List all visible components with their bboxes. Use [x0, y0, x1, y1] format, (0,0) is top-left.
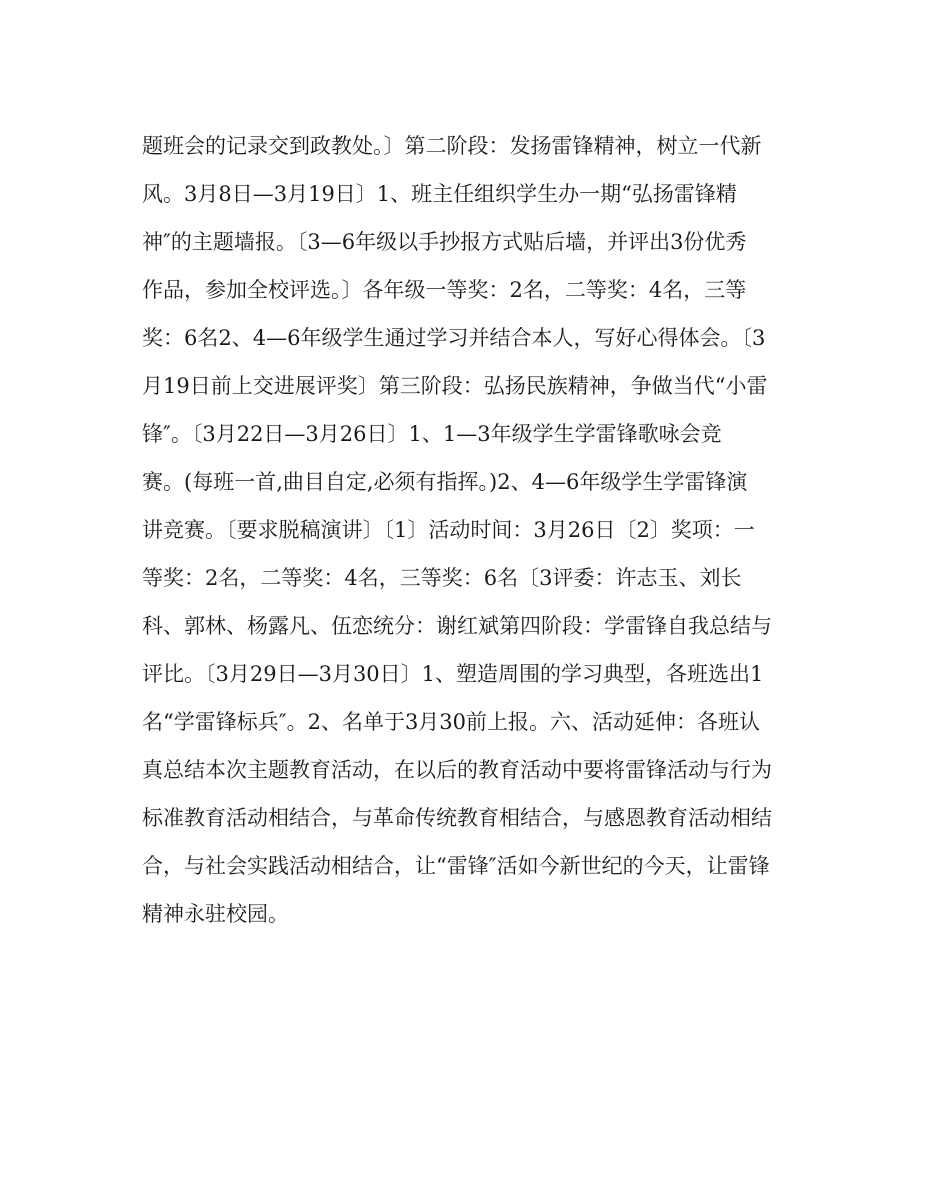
text-line-9: 讲竞赛。〔要求脱稿演讲〕〔1〕活动时间：3月26日〔2〕奖项：一: [142, 518, 755, 542]
text-line-10: 等奖：2名，二等奖：4名，三等奖：6名〔3评委：许志玉、刘长: [142, 566, 742, 590]
text-line-6: 月19日前上交进展评奖〕第三阶段：弘扬民族精神，争做当代“小雷: [142, 374, 768, 398]
text-line-8: 赛。(每班一首,曲目自定,必须有指挥。)2、4—6年级学生学雷锋演: [142, 470, 748, 494]
text-line-3: 神″的主题墙报。〔3—6年级以手抄报方式贴后墙，并评出3份优秀: [142, 230, 747, 254]
text-line-1: 题班会的记录交到政教处。〕第二阶段：发扬雷锋精神，树立一代新: [142, 134, 762, 158]
text-line-5: 奖：6名2、4—6年级学生通过学习并结合本人，写好心得体会。〔3: [142, 326, 766, 350]
text-line-15: 标准教育活动相结合，与革命传统教育相结合，与感恩教育活动相结: [142, 806, 772, 830]
text-line-11: 科、郭林、杨露凡、伍恋统分：谢红斌第四阶段：学雷锋自我总结与: [142, 614, 772, 638]
text-line-17: 精神永驻校园。: [142, 902, 289, 926]
text-line-12: 评比。〔3月29日—3月30日〕1、塑造周围的学习典型，各班选出1: [142, 662, 764, 686]
text-line-7: 锋″。〔3月22日—3月26日〕1、1—3年级学生学雷锋歌咏会竞: [142, 422, 722, 446]
text-line-2: 风。3月8日—3月19日〕1、班主任组织学生办一期“弘扬雷锋精: [142, 182, 737, 206]
text-line-13: 名“学雷锋标兵″。2、名单于3月30前上报。六、活动延伸：各班认: [142, 710, 761, 734]
text-line-16: 合，与社会实践活动相结合，让“雷锋″活如今新世纪的今天，让雷锋: [142, 854, 770, 878]
text-line-4: 作品，参加全校评选。〕各年级一等奖：2名，二等奖：4名，三等: [142, 278, 747, 302]
text-line-14: 真总结本次主题教育活动，在以后的教育活动中要将雷锋活动与行为: [142, 758, 772, 782]
body-text: [142, 122, 810, 938]
